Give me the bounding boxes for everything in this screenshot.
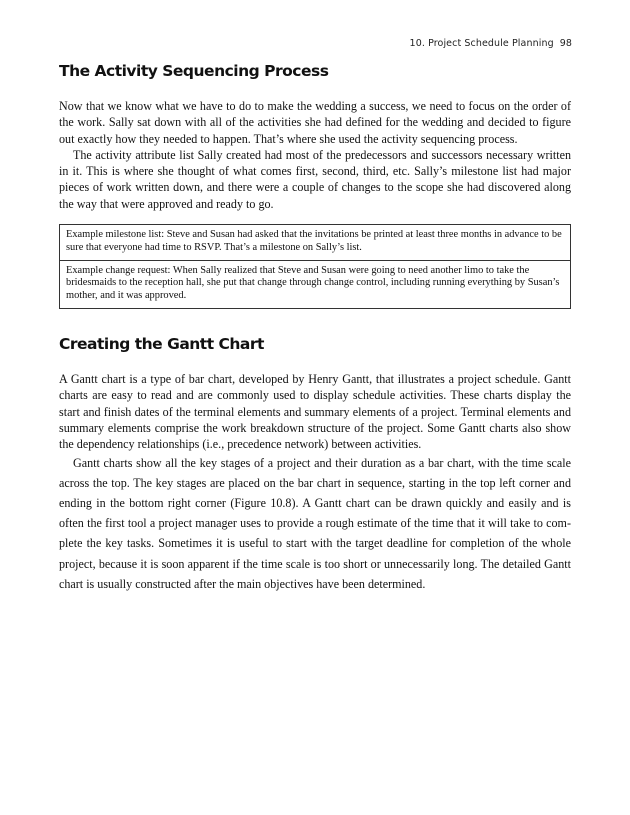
paragraph-attribute-list: The activity attribute list Sally created had most of the predecessors and successors necessary written in it. This is where she thought of what comes first, second, third, etc. Sally’s milestone list had major pieces of work written down, and there were a couple of changes to the scope she had discovered along the way that were approved and ready to go. bbox=[59, 147, 571, 211]
paragraph-gantt-stages: Gantt charts show all the key stages of a project and their duration as a bar chart, with the time scale across the top. The key stages are placed on the bar chart in sequence, starting in the top left corner and ending in the bottom right corner (Figure 10.8). A Gantt chart can be drawn quickly and easily and is often the first tool a project manager uses to provide a rough estimate of the time that it will take to complete the key tasks. Sometimes it is useful to start with the target deadline for completion of the whole project, because it is soon apparent if the time scale is too short or unnecessarily long. The detailed Gantt chart is usually constructed after the main objectives have been determined. bbox=[59, 455, 571, 591]
page-content bbox=[59, 58, 571, 594]
example-milestone-list: Example milestone list: Steve and Susan had asked that the invitations be printed at least three months in advance to be sure that everyone had time to RSVP. That’s a milestone on Sally’s list. bbox=[66, 229, 562, 253]
section-heading-gantt-chart: Creating the Gantt Chart bbox=[59, 335, 264, 354]
paragraph-gantt-definition: A Gantt chart is a type of bar chart, developed by Henry Gantt, that illustrates a project schedule. Gantt charts are easy to read and are commonly used to display schedule activities. These charts display the start and finish dates of the terminal elements and summary elements of a project. Terminal elements and summary elements comprise the work breakdown structure of the project. Some Gantt charts also show the dependency relationships (i.e., precedence network) between activities. bbox=[59, 372, 571, 452]
section-heading-activity-sequencing: The Activity Sequencing Process bbox=[59, 62, 329, 80]
running-header bbox=[410, 38, 572, 49]
page-number: 98 bbox=[559, 38, 572, 49]
chapter-title: 10. Project Schedule Planning bbox=[409, 38, 554, 49]
examples-box bbox=[59, 224, 571, 309]
paragraph-intro: Now that we know what we have to do to make the wedding a success, we need to focus on the order of the work. Sally sat down with all of the activities she had defined for the wedding and decided to figure out exactly how they needed to happen. That’s where she used the activity sequencing process. bbox=[59, 99, 571, 146]
example-change-request: Example change request: When Sally realized that Steve and Susan were going to need another limo to take the bridesmaids to the reception hall, she put that change through change control, including running everything by Susan’s mother, and it was approved. bbox=[60, 260, 570, 308]
